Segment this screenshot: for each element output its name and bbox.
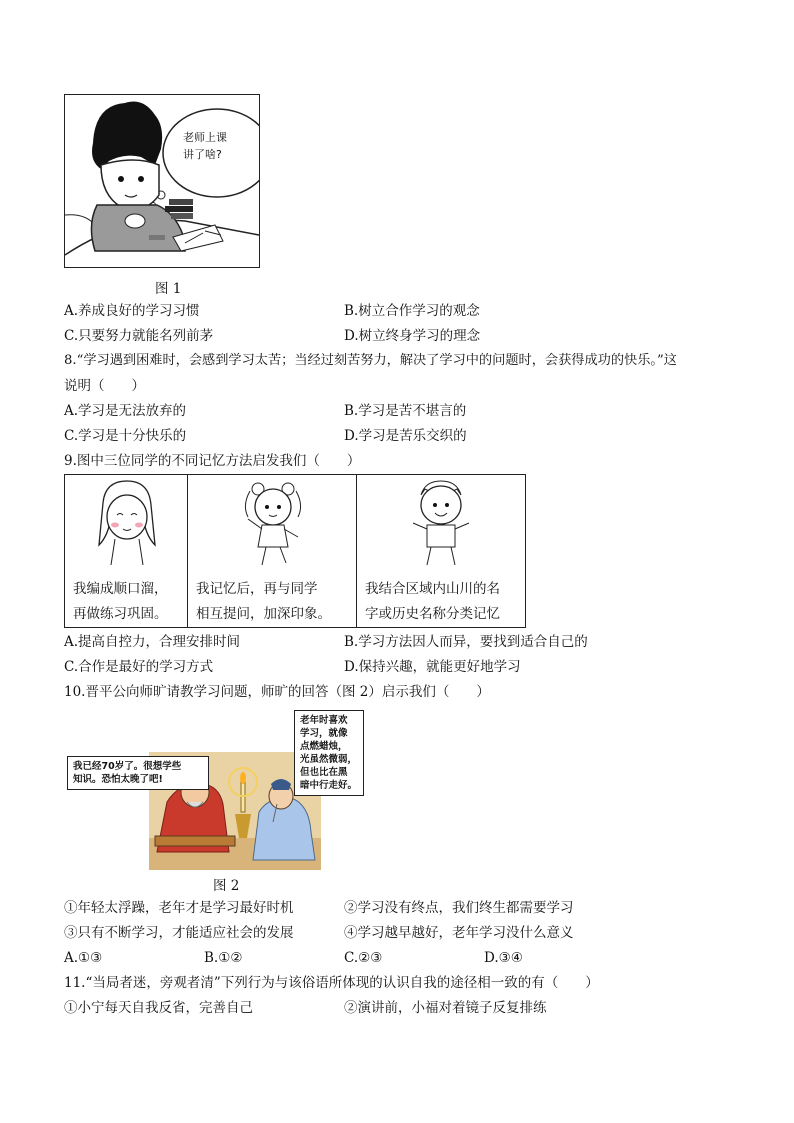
q9-option-a[interactable]: A.提高自控力，合理安排时间 — [64, 634, 241, 650]
q9-cell-3-line-2: 字或历史名称分类记忆 — [365, 606, 500, 622]
q11-statement-1: ①小宁每天自我反省，完善自己 — [64, 1000, 253, 1016]
q7-option-b[interactable]: B.树立合作学习的观念 — [344, 303, 480, 319]
q11-statement-2: ②演讲前，小福对着镜子反复排练 — [344, 1000, 547, 1016]
q9-cell-2 — [188, 475, 357, 628]
q9-cell-2-line-1: 我记忆后，再与同学 — [196, 581, 318, 597]
scholar-speech-line-3: 点燃蜡烛， — [300, 741, 348, 752]
q9-cell-2-line-2: 相互提问，加深印象。 — [196, 606, 331, 622]
q9-cell-2-text — [188, 573, 356, 627]
thought-line-2: 讲了啥? — [183, 148, 222, 161]
q9-cell-1-line-1: 我编成顺口溜， — [73, 581, 168, 597]
confused-student-illustration — [65, 95, 259, 267]
scholar-speech-line-6: 暗中行走好。 — [300, 780, 358, 791]
q10-statement-2: ②学习没有终点，我们终生都需要学习 — [344, 900, 574, 916]
scholar-speech-line-2: 学习，就像 — [300, 728, 348, 739]
q7-option-c[interactable]: C.只要努力就能名列前茅 — [64, 328, 214, 344]
king-speech-line-2: 知识。恐怕太晚了吧! — [73, 774, 163, 785]
q9-cell-1-line-2: 再做练习巩固。 — [73, 606, 168, 622]
q10-statement-4: ④学习越早越好，老年学习没什么意义 — [344, 925, 574, 941]
scholar-speech-line-4: 光虽然微弱， — [300, 754, 358, 765]
boy-illustration — [357, 475, 525, 569]
q8-option-d[interactable]: D.学习是苦乐交织的 — [344, 428, 467, 444]
figure-2-cartoon — [64, 708, 364, 870]
q10-option-b[interactable]: B.①② — [204, 950, 243, 966]
figure-1-caption: 图 1 — [155, 281, 182, 297]
q10-option-c[interactable]: C.②③ — [344, 950, 383, 966]
q8-stem-line-2: 说明（ ） — [64, 378, 145, 394]
king-speech-line-1: 我已经70岁了。很想学些 — [73, 761, 182, 772]
q10-option-a[interactable]: A.①③ — [64, 950, 103, 966]
girl-pigtails-illustration — [188, 475, 356, 569]
scholar-speech-line-5: 但也比在黑 — [300, 767, 348, 778]
q7-option-a[interactable]: A.养成良好的学习习惯 — [64, 303, 200, 319]
q9-memory-methods-table — [64, 474, 526, 628]
scholar-speech-line-1: 老年时喜欢 — [300, 715, 348, 726]
q10-option-d[interactable]: D.③④ — [484, 950, 523, 966]
q9-stem: 9.图中三位同学的不同记忆方法启发我们（ ） — [64, 453, 361, 469]
q9-cell-3-line-1: 我结合区域内山川的名 — [365, 581, 500, 597]
q11-stem: 11.“当局者迷，旁观者清”下列行为与该俗语所体现的认识自我的途径相一致的有（ ） — [64, 975, 599, 991]
scholar-speech-bubble — [294, 710, 364, 796]
q9-cell-3 — [357, 475, 526, 628]
girl-long-hair-illustration — [65, 475, 187, 569]
figure-1-cartoon — [64, 94, 260, 268]
q10-stem: 10.晋平公向师旷请教学习问题，师旷的回答（图 2）启示我们（ ） — [64, 684, 490, 700]
king-speech-bubble — [67, 756, 209, 790]
thought-bubble-text — [183, 129, 227, 163]
q8-option-c[interactable]: C.学习是十分快乐的 — [64, 428, 187, 444]
q8-stem-line-1: 8.“学习遇到困难时，会感到学习太苦；当经过刻苦努力，解决了学习中的问题时，会获得成功的快乐。”这 — [64, 353, 677, 368]
q9-cell-3-text — [357, 573, 525, 627]
q10-statement-1: ①年轻太浮躁，老年才是学习最好时机 — [64, 900, 294, 916]
q9-cell-1-text — [65, 573, 187, 627]
q8-option-b[interactable]: B.学习是苦不堪言的 — [344, 403, 467, 419]
q7-option-d[interactable]: D.树立终身学习的理念 — [344, 328, 481, 344]
q8-option-a[interactable]: A.学习是无法放弃的 — [64, 403, 187, 419]
q9-option-c[interactable]: C.合作是最好的学习方式 — [64, 659, 214, 675]
q9-option-b[interactable]: B.学习方法因人而异，要找到适合自己的 — [344, 634, 588, 650]
q9-option-d[interactable]: D.保持兴趣，就能更好地学习 — [344, 659, 521, 675]
q9-cell-1 — [65, 475, 188, 628]
figure-2-caption: 图 2 — [213, 878, 240, 894]
q10-statement-3: ③只有不断学习，才能适应社会的发展 — [64, 925, 294, 941]
thought-line-1: 老师上课 — [183, 131, 227, 144]
